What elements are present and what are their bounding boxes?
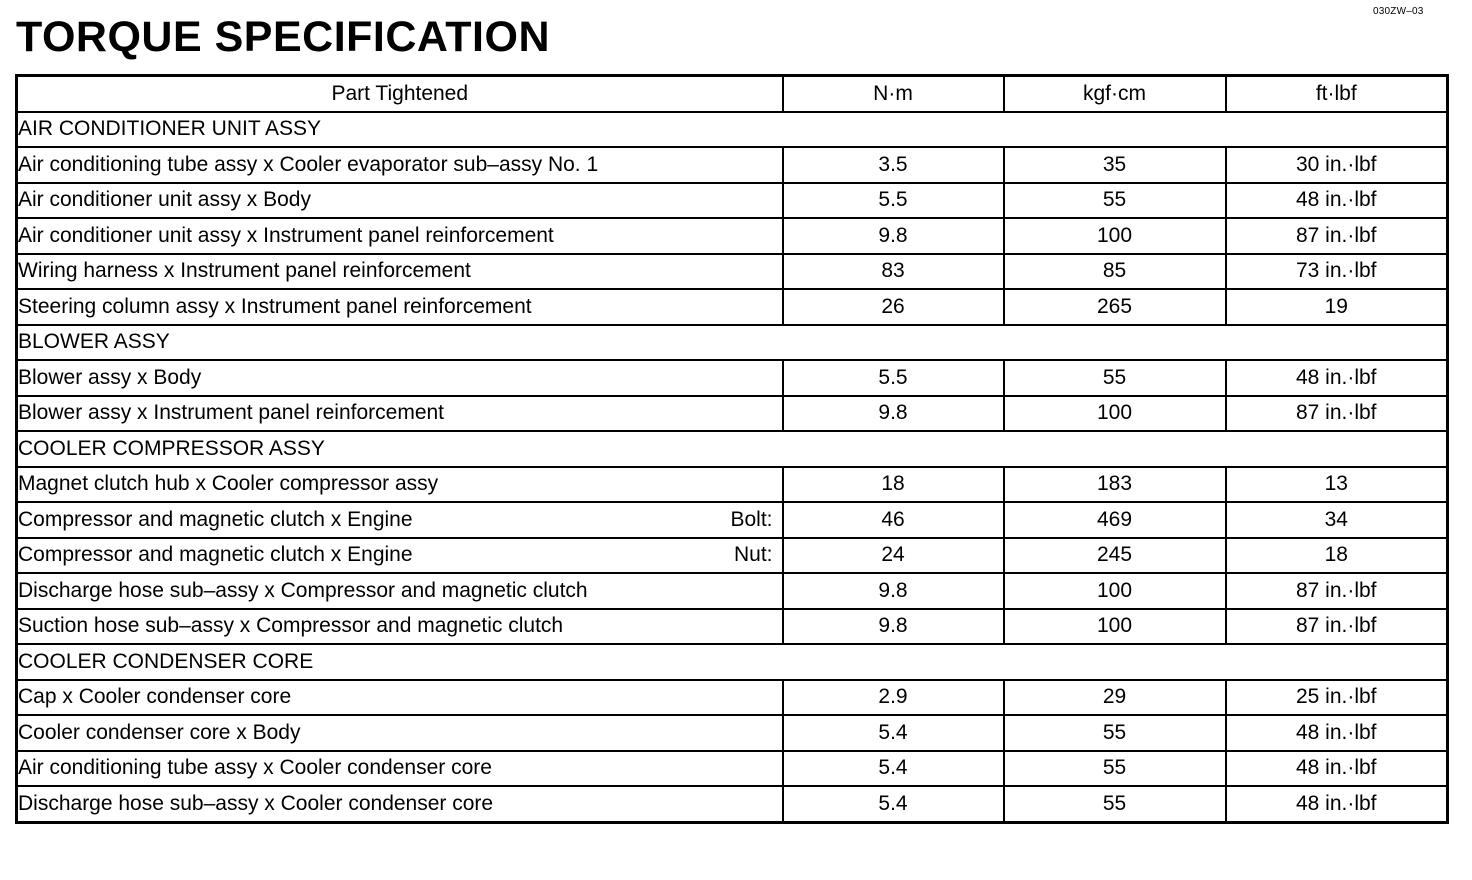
- table-row: [17, 751, 1448, 787]
- part-cell: [17, 715, 783, 751]
- kgf-cm-value: 100: [1004, 573, 1226, 609]
- nm-value: 9.8: [783, 218, 1004, 254]
- part-name: Magnet clutch hub x Cooler compressor assy: [18, 472, 439, 496]
- ft-lbf-value: 19: [1226, 289, 1448, 325]
- table-row: [17, 538, 1448, 574]
- section-heading: AIR CONDITIONER UNIT ASSY: [17, 112, 1448, 148]
- part-cell: [17, 786, 783, 822]
- table-row: [17, 289, 1448, 325]
- nm-value: 3.5: [783, 147, 1004, 183]
- table-row: [17, 573, 1448, 609]
- header-nm: N·m: [783, 76, 1004, 112]
- part-name: Air conditioning tube assy x Cooler condenser core: [18, 756, 492, 780]
- part-name: Air conditioning tube assy x Cooler evaporator sub–assy No. 1: [18, 152, 599, 176]
- nm-value: 5.5: [783, 360, 1004, 396]
- ft-lbf-value: 87 in.·lbf: [1226, 573, 1448, 609]
- table-row: [17, 254, 1448, 290]
- ft-lbf-value: 48 in.·lbf: [1226, 715, 1448, 751]
- nm-value: 5.4: [783, 751, 1004, 787]
- part-name: Wiring harness x Instrument panel reinforcement: [18, 259, 471, 283]
- nm-value: 9.8: [783, 609, 1004, 645]
- part-cell: [17, 502, 783, 538]
- part-cell: [17, 147, 783, 183]
- section-heading: COOLER CONDENSER CORE: [17, 644, 1448, 680]
- fastener-tag: Bolt:: [730, 507, 773, 531]
- part-cell: [17, 751, 783, 787]
- part-name: Air conditioner unit assy x Instrument panel reinforcement: [18, 223, 554, 247]
- part-name: Discharge hose sub–assy x Compressor and magnetic clutch: [18, 578, 588, 602]
- part-cell: [17, 573, 783, 609]
- part-name: Air conditioner unit assy x Body: [18, 188, 311, 212]
- part-cell: [17, 680, 783, 716]
- kgf-cm-value: 183: [1004, 467, 1226, 503]
- nm-value: 5.4: [783, 786, 1004, 822]
- table-row: [17, 502, 1448, 538]
- part-name: Cooler condenser core x Body: [18, 720, 301, 744]
- ft-lbf-value: 30 in.·lbf: [1226, 147, 1448, 183]
- part-name: Blower assy x Instrument panel reinforcement: [18, 401, 445, 425]
- kgf-cm-value: 29: [1004, 680, 1226, 716]
- table-body: [17, 112, 1448, 823]
- header-kgf-cm: kgf·cm: [1004, 76, 1226, 112]
- kgf-cm-value: 55: [1004, 183, 1226, 219]
- table-row: [17, 147, 1448, 183]
- kgf-cm-value: 245: [1004, 538, 1226, 574]
- nm-value: 18: [783, 467, 1004, 503]
- header-ft-lbf: ft·lbf: [1226, 76, 1448, 112]
- table-row: [17, 786, 1448, 822]
- page-title: TORQUE SPECIFICATION: [16, 13, 550, 61]
- part-cell: [17, 289, 783, 325]
- ft-lbf-value: 18: [1226, 538, 1448, 574]
- part-name: Compressor and magnetic clutch x Engine: [18, 507, 413, 531]
- part-name: Cap x Cooler condenser core: [18, 685, 292, 709]
- part-cell: [17, 538, 783, 574]
- part-name: Compressor and magnetic clutch x Engine: [18, 543, 413, 567]
- part-cell: [17, 183, 783, 219]
- section-row: [17, 325, 1448, 361]
- nm-value: 5.4: [783, 715, 1004, 751]
- part-cell: [17, 396, 783, 432]
- nm-value: 5.5: [783, 183, 1004, 219]
- fastener-tag: Nut:: [733, 543, 773, 567]
- kgf-cm-value: 55: [1004, 360, 1226, 396]
- ft-lbf-value: 25 in.·lbf: [1226, 680, 1448, 716]
- table-row: [17, 609, 1448, 645]
- ft-lbf-value: 48 in.·lbf: [1226, 786, 1448, 822]
- table-row: [17, 680, 1448, 716]
- part-cell: [17, 609, 783, 645]
- kgf-cm-value: 55: [1004, 786, 1226, 822]
- header-part-tightened: Part Tightened: [17, 76, 783, 112]
- nm-value: 83: [783, 254, 1004, 290]
- part-name: Suction hose sub–assy x Compressor and magnetic clutch: [18, 614, 564, 638]
- kgf-cm-value: 469: [1004, 502, 1226, 538]
- ft-lbf-value: 48 in.·lbf: [1226, 751, 1448, 787]
- table-row: [17, 218, 1448, 254]
- table-row: [17, 183, 1448, 219]
- section-heading: BLOWER ASSY: [17, 325, 1448, 361]
- part-cell: [17, 218, 783, 254]
- section-heading: COOLER COMPRESSOR ASSY: [17, 431, 1448, 467]
- nm-value: 26: [783, 289, 1004, 325]
- part-name: Blower assy x Body: [18, 365, 202, 389]
- nm-value: 9.8: [783, 573, 1004, 609]
- part-name: Discharge hose sub–assy x Cooler condenser core: [18, 791, 494, 815]
- ft-lbf-value: 13: [1226, 467, 1448, 503]
- document-code: 030ZW–03: [1373, 6, 1424, 17]
- section-row: [17, 112, 1448, 148]
- ft-lbf-value: 87 in.·lbf: [1226, 396, 1448, 432]
- kgf-cm-value: 55: [1004, 715, 1226, 751]
- kgf-cm-value: 100: [1004, 609, 1226, 645]
- ft-lbf-value: 34: [1226, 502, 1448, 538]
- kgf-cm-value: 85: [1004, 254, 1226, 290]
- ft-lbf-value: 48 in.·lbf: [1226, 183, 1448, 219]
- part-name: Steering column assy x Instrument panel reinforcement: [18, 294, 532, 318]
- part-cell: [17, 360, 783, 396]
- kgf-cm-value: 35: [1004, 147, 1226, 183]
- kgf-cm-value: 100: [1004, 396, 1226, 432]
- torque-table: [15, 74, 1449, 824]
- section-row: [17, 644, 1448, 680]
- section-row: [17, 431, 1448, 467]
- table-row: [17, 715, 1448, 751]
- part-cell: [17, 467, 783, 503]
- ft-lbf-value: 73 in.·lbf: [1226, 254, 1448, 290]
- part-cell: [17, 254, 783, 290]
- nm-value: 9.8: [783, 396, 1004, 432]
- kgf-cm-value: 265: [1004, 289, 1226, 325]
- ft-lbf-value: 48 in.·lbf: [1226, 360, 1448, 396]
- kgf-cm-value: 100: [1004, 218, 1226, 254]
- nm-value: 46: [783, 502, 1004, 538]
- table-header-row: [17, 76, 1448, 112]
- ft-lbf-value: 87 in.·lbf: [1226, 218, 1448, 254]
- table-row: [17, 360, 1448, 396]
- ft-lbf-value: 87 in.·lbf: [1226, 609, 1448, 645]
- kgf-cm-value: 55: [1004, 751, 1226, 787]
- nm-value: 24: [783, 538, 1004, 574]
- nm-value: 2.9: [783, 680, 1004, 716]
- table-row: [17, 467, 1448, 503]
- table-row: [17, 396, 1448, 432]
